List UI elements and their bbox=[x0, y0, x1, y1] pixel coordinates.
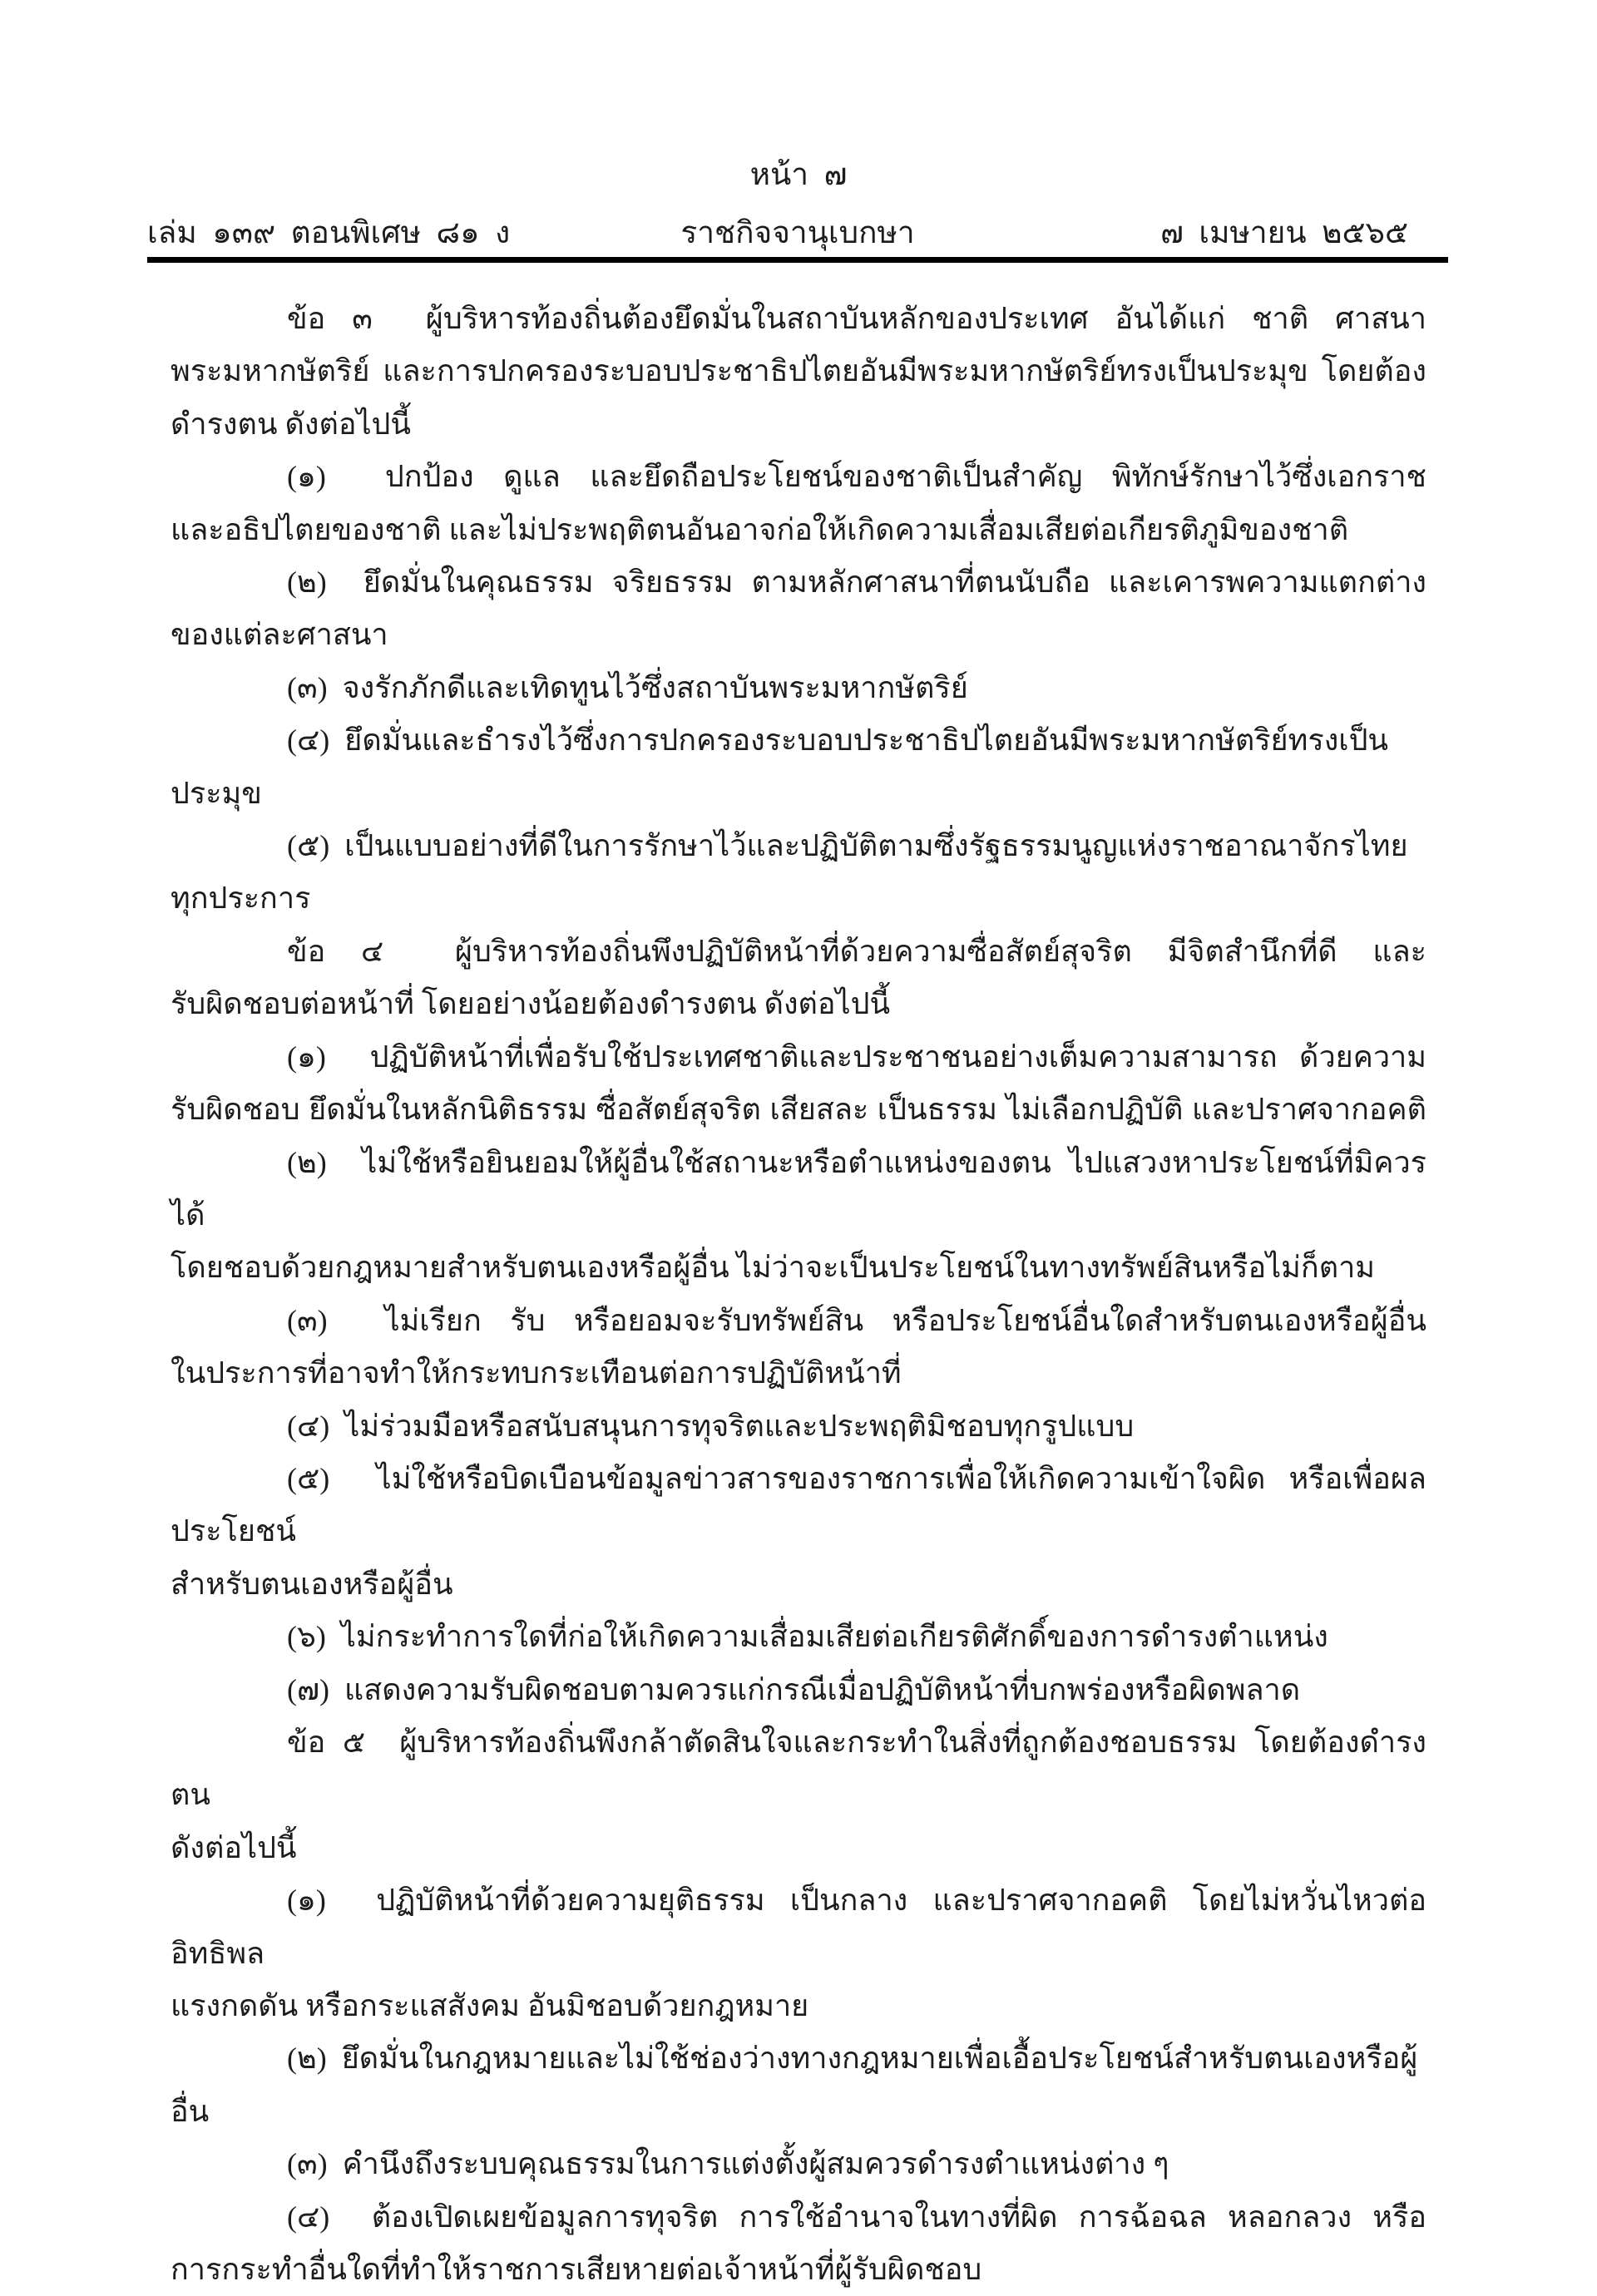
document-line: ดังต่อไปนี้ bbox=[171, 1830, 297, 1864]
document-line: (๓) ไม่เรียก รับ หรือยอมจะรับทรัพย์สิน หรือประโยชน์อื่นใดสำหรับตนเองหรือผู้อื่น bbox=[287, 1303, 1426, 1337]
document-line: (๑) ปกป้อง ดูแล และยึดถือประโยชน์ของชาติเป็นสำคัญ พิทักษ์รักษาไว้ซึ่งเอกราช bbox=[287, 460, 1426, 494]
document-line: (๔) ไม่ร่วมมือหรือสนับสนุนการทุจริตและประพฤติมิชอบทุกรูปแบบ bbox=[287, 1409, 1135, 1443]
header-rule bbox=[147, 257, 1448, 263]
document-line: (๕) ไม่ใช้หรือบิดเบือนข้อมูลข่าวสารของราชการเพื่อให้เกิดความเข้าใจผิด หรือเพื่อผลประโยชน์ bbox=[171, 1461, 1426, 1548]
document-line: ข้อ ๓ ผู้บริหารท้องถิ่นต้องยึดมั่นในสถาบันหลักของประเทศ อันได้แก่ ชาติ ศาสนา bbox=[287, 302, 1426, 335]
page-number-label: หน้า ๗ bbox=[749, 158, 848, 192]
document-line: แรงกดดัน หรือกระแสสังคม อันมิชอบด้วยกฎหมาย bbox=[171, 1989, 809, 2022]
gazette-title: ราชกิจจานุเบกษา bbox=[680, 216, 915, 250]
document-line: (๑) ปฏิบัติหน้าที่ด้วยความยุติธรรม เป็นกลาง และปราศจากอคติ โดยไม่หวั่นไหวต่ออิทธิพล bbox=[171, 1884, 1426, 1970]
document-line: พระมหากษัตริย์ และการปกครองระบอบประชาธิปไตยอันมีพระมหากษัตริย์ทรงเป็นประมุข โดยต้อง bbox=[171, 354, 1426, 388]
document-line: (๗) แสดงความรับผิดชอบตามควรแก่กรณีเมื่อปฏิบัติหน้าที่บกพร่องหรือผิดพลาด bbox=[287, 1672, 1301, 1706]
document-line: (๓) คำนึงถึงระบบคุณธรรมในการแต่งตั้งผู้สมควรดำรงตำแหน่งต่าง ๆ bbox=[287, 2147, 1169, 2181]
document-line: รับผิดชอบ ยึดมั่นในหลักนิติธรรม ซื่อสัตย์สุจริต เสียสละ เป็นธรรม ไม่เลือกปฏิบัติ และปราศจากอคติ bbox=[171, 1093, 1426, 1127]
document-line: (๓) จงรักภักดีและเทิดทูนไว้ซึ่งสถาบันพระมหากษัตริย์ bbox=[287, 670, 968, 704]
document-line: (๕) เป็นแบบอย่างที่ดีในการรักษาไว้และปฏิบัติตามซึ่งรัฐธรรมนูญแห่งราชอาณาจักรไทยทุกประการ bbox=[171, 829, 1408, 916]
document-line: การกระทำอื่นใดที่ทำให้ราชการเสียหายต่อเจ้าหน้าที่ผู้รับผิดชอบ bbox=[171, 2253, 982, 2287]
gazette-header-row bbox=[147, 208, 1448, 256]
document-line: และอธิปไตยของชาติ และไม่ประพฤติตนอันอาจก่อให้เกิดความเสื่อมเสียต่อเกียรติภูมิของชาติ bbox=[171, 512, 1349, 546]
document-line: (๒) ยึดมั่นในคุณธรรม จริยธรรม ตามหลักศาสนาที่ตนนับถือ และเคารพความแตกต่าง bbox=[287, 565, 1426, 600]
document-line: (๑) ปฏิบัติหน้าที่เพื่อรับใช้ประเทศชาติและประชาชนอย่างเต็มความสามารถ ด้วยความ bbox=[287, 1039, 1426, 1074]
document-line: (๒) ไม่ใช้หรือยินยอมให้ผู้อื่นใช้สถานะหรือตำแหน่งของตน ไปแสวงหาประโยชน์ที่มิควรได้ bbox=[171, 1145, 1426, 1232]
publication-date-label: ๗ เมษายน ๒๕๖๕ bbox=[1160, 216, 1408, 250]
document-line: ของแต่ละศาสนา bbox=[171, 618, 388, 652]
document-body bbox=[171, 293, 1426, 2296]
document-line: ดำรงตน ดังต่อไปนี้ bbox=[171, 407, 412, 441]
document-line: (๒) ยึดมั่นในกฎหมายและไม่ใช้ช่องว่างทางกฎหมายเพื่อเอื้อประโยชน์สำหรับตนเองหรือผู้อื่น bbox=[171, 2042, 1418, 2128]
document-line: รับผิดชอบต่อหน้าที่ โดยอย่างน้อยต้องดำรงตน ดังต่อไปนี้ bbox=[171, 987, 891, 1021]
document-line: สำหรับตนเองหรือผู้อื่น bbox=[171, 1567, 453, 1601]
document-line: (๖) ไม่กระทำการใดที่ก่อให้เกิดความเสื่อมเสียต่อเกียรติศักดิ์ของการดำรงตำแหน่ง bbox=[287, 1620, 1328, 1654]
document-line: ข้อ ๕ ผู้บริหารท้องถิ่นพึงกล้าตัดสินใจและกระทำในสิ่งที่ถูกต้องชอบธรรม โดยต้องดำรงตน bbox=[171, 1725, 1426, 1812]
volume-issue-label: เล่ม ๑๓๙ ตอนพิเศษ ๘๑ ง bbox=[147, 216, 511, 250]
document-line: (๔) ยึดมั่นและธำรงไว้ซึ่งการปกครองระบอบประชาธิปไตยอันมีพระมหากษัตริย์ทรงเป็นประมุข bbox=[171, 723, 1389, 810]
document-line: ข้อ ๔ ผู้บริหารท้องถิ่นพึงปฏิบัติหน้าที่ด้วยความซื่อสัตย์สุจริต มีจิตสำนึกที่ดี และ bbox=[287, 934, 1426, 968]
document-line: (๔) ต้องเปิดเผยข้อมูลการทุจริต การใช้อำนาจในทางที่ผิด การฉ้อฉล หลอกลวง หรือ bbox=[287, 2200, 1426, 2234]
document-line: ในประการที่อาจทำให้กระทบกระเทือนต่อการปฏิบัติหน้าที่ bbox=[171, 1356, 902, 1390]
document-line: โดยชอบด้วยกฎหมายสำหรับตนเองหรือผู้อื่น ไม่ว่าจะเป็นประโยชน์ในทางทรัพย์สินหรือไม่ก็ตาม bbox=[171, 1251, 1376, 1285]
